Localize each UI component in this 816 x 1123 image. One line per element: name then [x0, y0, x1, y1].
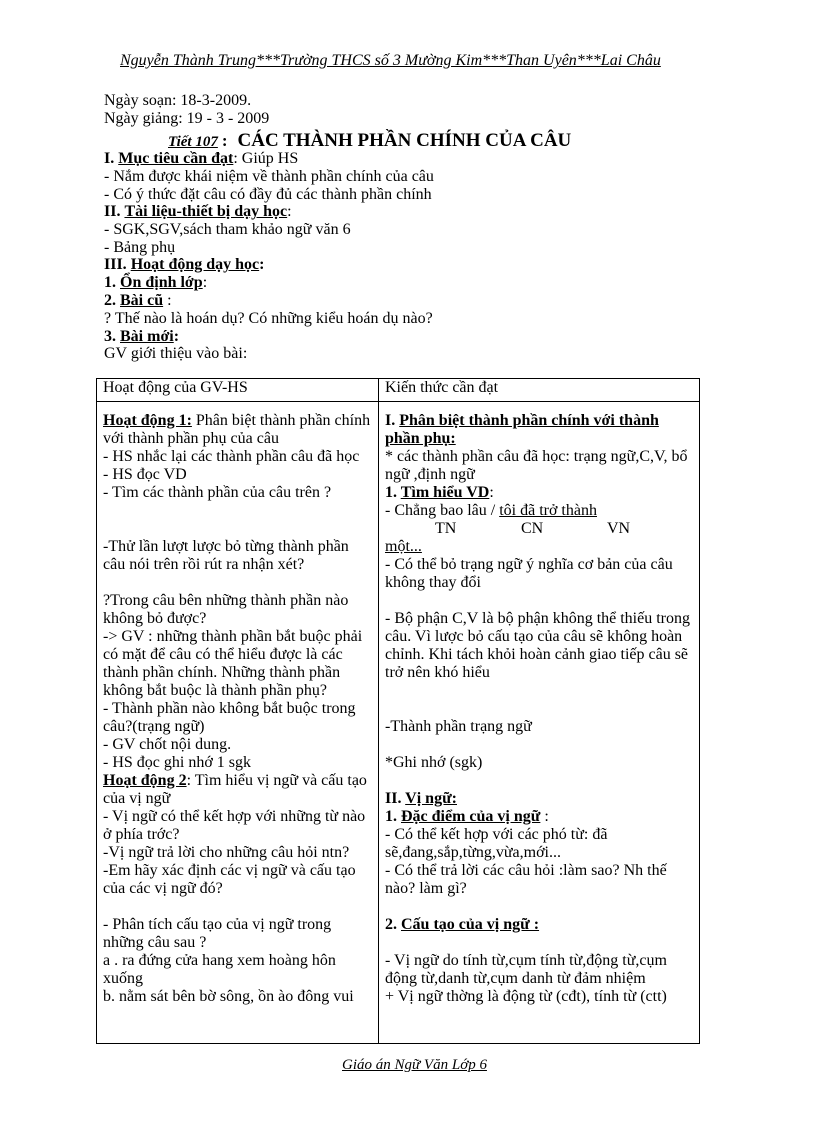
list-item: - Bộ phận C,V là bộ phận không thể thiếu trong câu. Vì lược bỏ cấu tạo của câu sẽ không hoàn chỉnh. Khi tách khỏi hoàn cảnh giao tiếp câu sẽ trở nên khó hiểu [385, 610, 690, 681]
page-header: Nguyễn Thành Trung***Trường THCS số 3 Mường Kim***Than Uyên***Lai Châu [120, 52, 661, 69]
heading-1-text: Phân biệt thành phần chính với thành phần phụ: [385, 412, 659, 447]
sub3-label: Bài mới [120, 328, 174, 345]
example-continuation: một... [385, 538, 422, 555]
list-item: - Tìm các thành phần của câu trên ? [103, 484, 332, 501]
list-item: ?Trong câu bên những thành phần nào không bỏ được? [103, 592, 349, 627]
section2-heading [104, 203, 292, 221]
activity-2-label: Hoạt động 2 [103, 772, 187, 789]
subheading-num: 1. [385, 484, 401, 501]
section3-title: Hoạt động dạy học [130, 256, 260, 273]
sub3-suffix: : [173, 328, 180, 345]
list-item: *Ghi nhớ (sgk) [385, 754, 483, 771]
title-colon: : [221, 131, 228, 150]
knowledge-subheading [385, 484, 693, 502]
list-item: - GV chốt nội dung. [103, 736, 232, 753]
section1-heading [104, 150, 298, 168]
section1-item: - Nắm được khái niệm về thành phần chính của câu [104, 168, 434, 185]
activities-column [97, 402, 379, 1044]
section1-item: - Có ý thức đặt câu có đầy đủ các thành phần chính [104, 186, 432, 203]
intro-line: GV giới thiệu vào bài: [104, 345, 248, 362]
heading-2-num: II. [385, 790, 406, 807]
list-item: -Vị ngữ trả lời cho những câu hỏi ntn? [103, 844, 350, 861]
sentence-analysis-row [385, 520, 693, 538]
knowledge-heading-2 [385, 790, 693, 808]
section1-label: I. [104, 150, 115, 167]
page-footer: Giáo án Ngữ Văn Lớp 6 [342, 1057, 487, 1073]
knowledge-column [379, 402, 700, 1044]
vn-label: VN [607, 520, 631, 537]
cn-label: CN [521, 520, 544, 537]
subsection-bai-moi [104, 328, 179, 346]
sub1-suffix: : [202, 274, 208, 291]
activity-1-text: Phân biệt thành phần chính với thành phần phụ của câu [103, 412, 371, 447]
subheading-suffix: : [489, 484, 494, 501]
subsection-bai-cu [104, 292, 172, 310]
list-item: - Vị ngữ có thể kết hợp với những từ nào ở phía trớc? [103, 808, 366, 843]
list-item: -> GV : những thành phần bắt buộc phải có mặt để câu có thể hiểu được là các thành phần chính. Những thành phần không bắt buộc là thành phần phụ? [103, 628, 363, 699]
section2-item: - SGK,SGV,sách tham khảo ngữ văn 6 [104, 221, 351, 238]
subheading-suffix: : [540, 808, 549, 825]
list-item: b. nằm sát bên bờ sông, ồn ào đông vui [103, 988, 354, 1005]
section3-label: III. [104, 256, 127, 273]
section1-suffix: : Giúp HS [233, 150, 299, 167]
table-header-left: Hoạt động của GV-HS [97, 379, 379, 402]
lesson-table [96, 378, 700, 1044]
list-item: -Em hãy xác định các vị ngữ và cấu tạo của các vị ngữ đó? [103, 862, 356, 897]
list-item: * các thành phần câu đã học: trạng ngữ,C,V, bổ ngữ ,định ngữ [385, 448, 688, 483]
knowledge-subheading [385, 916, 693, 934]
knowledge-subheading [385, 808, 693, 826]
example-sentence [385, 502, 693, 520]
tn-label: TN [435, 520, 457, 537]
heading-1-num: I. [385, 412, 400, 429]
list-item: - HS nhắc lại các thành phần câu đã học [103, 448, 360, 465]
section2-item: - Bảng phụ [104, 239, 176, 256]
list-item: -Thử lần lượt lược bỏ từng thành phần câu nói trên rồi rút ra nhận xét? [103, 538, 349, 573]
section2-label: II. [104, 203, 121, 220]
sub1-label: Ổn định lớp [120, 274, 203, 291]
list-item: - Phân tích cấu tạo của vị ngữ trong những câu sau ? [103, 916, 332, 951]
activity-1 [103, 412, 372, 448]
list-item: - Có thể kết hợp với các phó từ: đã sẽ,đang,sắp,từng,vừa,mới... [385, 826, 608, 861]
review-question: ? Thế nào là hoán dụ? Có những kiểu hoán dụ nào? [104, 310, 433, 327]
list-item: a . ra đứng cửa hang xem hoàng hôn xuống [103, 952, 336, 987]
list-item: + Vị ngữ thờng là động từ (cđt), tính từ (ctt) [385, 988, 667, 1005]
subheading-num: 2. [385, 916, 401, 933]
list-item: - Vị ngữ do tính từ,cụm tính từ,động từ,cụm động từ,danh từ,cụm danh từ đảm nhiệm [385, 952, 667, 987]
heading-2-text: Vị ngữ: [405, 790, 457, 807]
section2-title: Tài liệu-thiết bị dạy học [124, 203, 288, 220]
list-item: - HS đọc ghi nhớ 1 sgk [103, 754, 252, 771]
list-item: - Thành phần nào không bắt buộc trong câu?(trạng ngữ) [103, 700, 356, 735]
list-item: -Thành phần trạng ngữ [385, 718, 532, 735]
sub2-suffix: : [163, 292, 172, 309]
list-item: - Có thể bỏ trạng ngữ ý nghĩa cơ bản của câu không thay đổi [385, 556, 673, 591]
activity-2 [103, 772, 372, 808]
teaching-date: Ngày giảng: 19 - 3 - 2009 [104, 110, 270, 127]
section1-title: Mục tiêu cần đạt [118, 150, 234, 167]
table-header-right: Kiến thức cần đạt [379, 379, 700, 402]
section3-heading [104, 256, 264, 274]
section3-suffix: : [259, 256, 265, 273]
example-part-1: - Chẳng bao lâu / [385, 502, 500, 519]
activity-2-text: : Tìm hiểu vị ngữ và cấu tạo của vị ngữ [103, 772, 367, 807]
preparation-date: Ngày soạn: 18-3-2009. [104, 92, 252, 109]
sub2-label: Bài cũ [120, 292, 164, 309]
list-item: - Có thể trả lời các câu hỏi :làm sao? Nh thế nào? làm gì? [385, 862, 667, 897]
sub1-num: 1. [104, 274, 116, 291]
list-item: - HS đọc VD [103, 466, 187, 483]
lesson-number: Tiết 107 [168, 134, 218, 150]
sub3-num: 3. [104, 328, 116, 345]
subheading-num: 1. [385, 808, 401, 825]
knowledge-heading-1 [385, 412, 693, 448]
subsection-on-dinh [104, 274, 207, 292]
subheading-label: Cấu tạo của vị ngữ : [401, 916, 540, 933]
sub2-num: 2. [104, 292, 116, 309]
subheading-label: Tìm hiểu VD [400, 484, 490, 501]
example-part-2: tôi đã trở thành [499, 502, 597, 519]
lesson-title-row [168, 130, 571, 152]
subheading-label: Đặc điểm của vị ngữ [401, 808, 541, 825]
section2-suffix: : [287, 203, 292, 220]
activity-1-label: Hoạt động 1: [103, 412, 192, 429]
lesson-title: CÁC THÀNH PHẦN CHÍNH CỦA CÂU [237, 130, 572, 151]
